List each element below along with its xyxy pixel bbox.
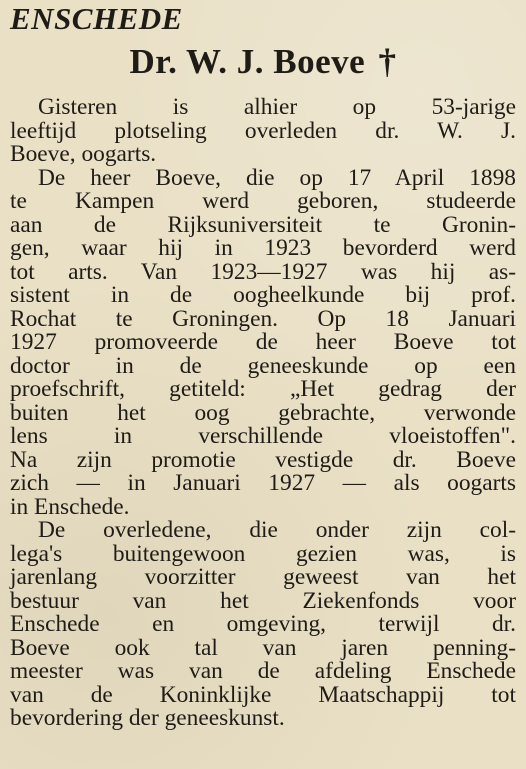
text-line: bestuur van het Ziekenfonds voor bbox=[10, 587, 516, 614]
text-line: lens in verschillende vloeistoffen". bbox=[10, 423, 516, 449]
text-line: doctor in de geneeskunde op een bbox=[10, 352, 516, 379]
text-line: zich — in Januari 1927 — als oogarts bbox=[10, 470, 516, 496]
text-line: te Kampen werd geboren, studeerde bbox=[10, 188, 516, 214]
headline-text: Dr. W. J. Boeve bbox=[129, 42, 366, 81]
text-line: bevordering der geneeskunst. bbox=[10, 705, 285, 731]
text-line: Na zijn promotie vestigde dr. Boeve bbox=[10, 446, 516, 473]
text-line: in Enschede. bbox=[10, 493, 130, 520]
text-line: jarenlang voorzitter geweest van het bbox=[10, 564, 516, 590]
text-line: Boeve, oogarts. bbox=[10, 141, 157, 167]
text-line: aan de Rijksuniversiteit te Gronin- bbox=[10, 211, 516, 238]
text-line: Rochat te Groningen. Op 18 Januari bbox=[10, 305, 516, 332]
text-line: tot arts. Van 1923—1927 was hij as- bbox=[10, 258, 516, 285]
text-line: sistent in de oogheelkunde bij prof. bbox=[10, 282, 516, 308]
place-heading: ENSCHEDE bbox=[10, 1, 183, 36]
text-line: buiten het oog gebrachte, verwonde bbox=[10, 399, 516, 426]
text-line: Gisteren is alhier op 53-jarige bbox=[38, 94, 516, 120]
text-line: van de Koninklijke Maatschappij tot bbox=[10, 681, 516, 708]
text-line: De overledene, die onder zijn col- bbox=[38, 517, 516, 543]
text-line: proefschrift, getiteld: „Het gedrag der bbox=[10, 376, 516, 402]
text-line: lega's buitengewoon gezien was, is bbox=[10, 540, 516, 567]
obituary-headline bbox=[10, 42, 516, 82]
text-line: gen, waar hij in 1923 bevorderd werd bbox=[10, 235, 516, 261]
paragraph-3 bbox=[10, 519, 516, 731]
text-line: Boeve ook tal van jaren penning- bbox=[10, 634, 516, 661]
text-line: 1927 promoveerde de heer Boeve tot bbox=[10, 329, 516, 355]
paragraph-1 bbox=[10, 96, 516, 167]
text-line: meester was van de afdeling Enschede bbox=[10, 658, 516, 684]
text-line: leeftijd plotseling overleden dr. W. J. bbox=[10, 117, 516, 144]
cross-icon: † bbox=[378, 42, 397, 81]
paragraph-2 bbox=[10, 164, 516, 520]
text-line: Enschede en omgeving, terwijl dr. bbox=[10, 611, 516, 637]
text-line: De heer Boeve, die op 17 April 1898 bbox=[38, 164, 516, 191]
